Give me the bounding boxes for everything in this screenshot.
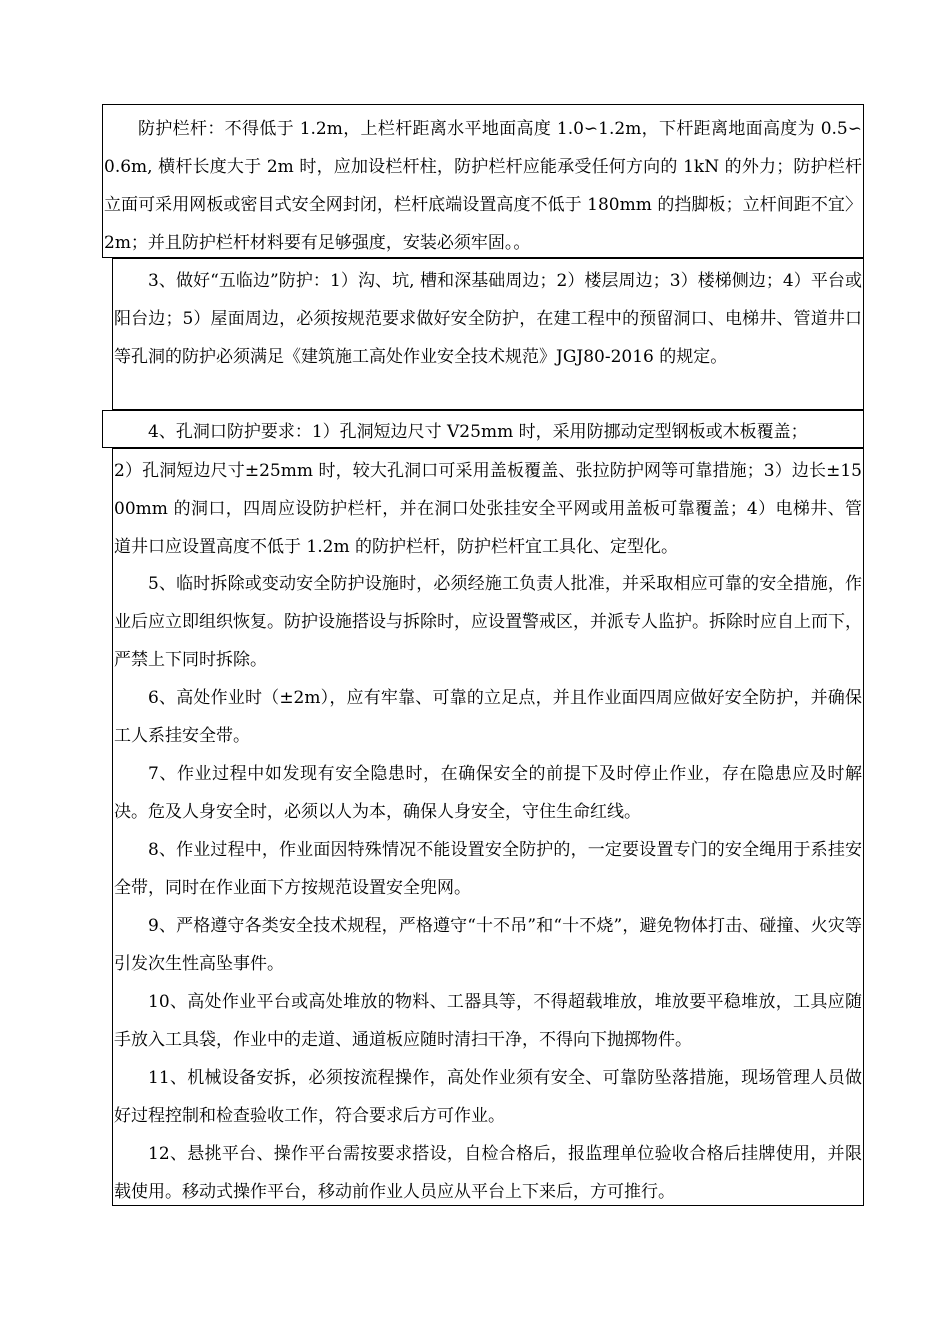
paragraph-item-5: 5、临时拆除或变动安全防护设施时，必须经施工负责人批准，并采取相应可靠的安全措施，作业后应立即组织恢复。防护设施搭设与拆除时，应设置警戒区，并派专人监护。拆除时应自上而下，严禁上下同时拆除。 (114, 574, 862, 670)
paragraph-item-12: 12、悬挑平台、操作平台需按要求搭设，自检合格后，报监理单位验收合格后挂牌使用，并限载使用。移动式操作平台，移动前作业人员应从平台上下来后，方可推行。 (114, 1144, 862, 1202)
paragraph-item-7: 7、作业过程中如发现有安全隐患时，在确保安全的前提下及时停止作业，存在隐患应及时解决。危及人身安全时，必须以人为本，确保人身安全，守住生命红线。 (114, 764, 862, 822)
paragraph-item-10: 10、高处作业平台或高处堆放的物料、工器具等，不得超载堆放，堆放要平稳堆放，工具应随手放入工具袋，作业中的走道、通道板应随时清扫干净，不得向下抛掷物件。 (114, 992, 862, 1050)
paragraph-item-8: 8、作业过程中，作业面因特殊情况不能设置安全防护的，一定要设置专门的安全绳用于系挂安全带，同时在作业面下方按规范设置安全兜网。 (114, 840, 862, 898)
paragraph-guardrail: 防护栏杆：不得低于 1.2m，上栏杆距离水平地面高度 1.0∽1.2m，下杆距离地面高度为 0.5∽0.6m, 横杆长度大于 2m 时，应加设栏杆柱，防护栏杆应能承受任何方向的 1kN 的外力；防护栏杆立面可采用网板或密目式安全网封闭，栏杆底端设置高度不低于 180mm 的挡脚板；立杆间距不宜〉2m；并且防护栏杆材料要有足够强度，安装必须牢固。。 (104, 119, 862, 253)
paragraph-item-4-body: 2）孔洞短边尺寸±25mm 时，较大孔洞口可采用盖板覆盖、张拉防护网等可靠措施；3）边长±1500mm 的洞口，四周应设防护栏杆，并在洞口处张挂安全平网或用盖板可靠覆盖；4）电梯井、管道井口应设置高度不低于 1.2m 的防护栏杆，防护栏杆宜工具化、定型化。 (114, 461, 862, 557)
paragraph-item-11: 11、机械设备安拆，必须按流程操作，高处作业须有安全、可靠防坠落措施，现场管理人员做好过程控制和检查验收工作，符合要求后方可作业。 (114, 1068, 862, 1126)
paragraph-item-6: 6、高处作业时（±2m），应有牢靠、可靠的立足点，并且作业面四周应做好安全防护，并确保工人系挂安全带。 (114, 688, 862, 746)
paragraph-item-3: 3、做好“五临边”防护：1）沟、坑, 槽和深基础周边；2）楼层周边；3）楼梯侧边；4）平台或阳台边；5）屋面周边，必须按规范要求做好安全防护，在建工程中的预留洞口、电梯井、管道井口等孔洞的防护必须满足《建筑施工高处作业安全技术规范》JGJ80-2016 的规定。 (114, 271, 862, 367)
paragraph-item-4-heading: 4、孔洞口防护要求：1）孔洞短边尺寸 V25mm 时，采用防挪动定型钢板或木板覆盖； (148, 422, 808, 442)
paragraph-item-9: 9、严格遵守各类安全技术规程，严格遵守“十不吊”和“十不烧”，避免物体打击、碰撞、火灾等引发次生性高坠事件。 (114, 916, 862, 974)
